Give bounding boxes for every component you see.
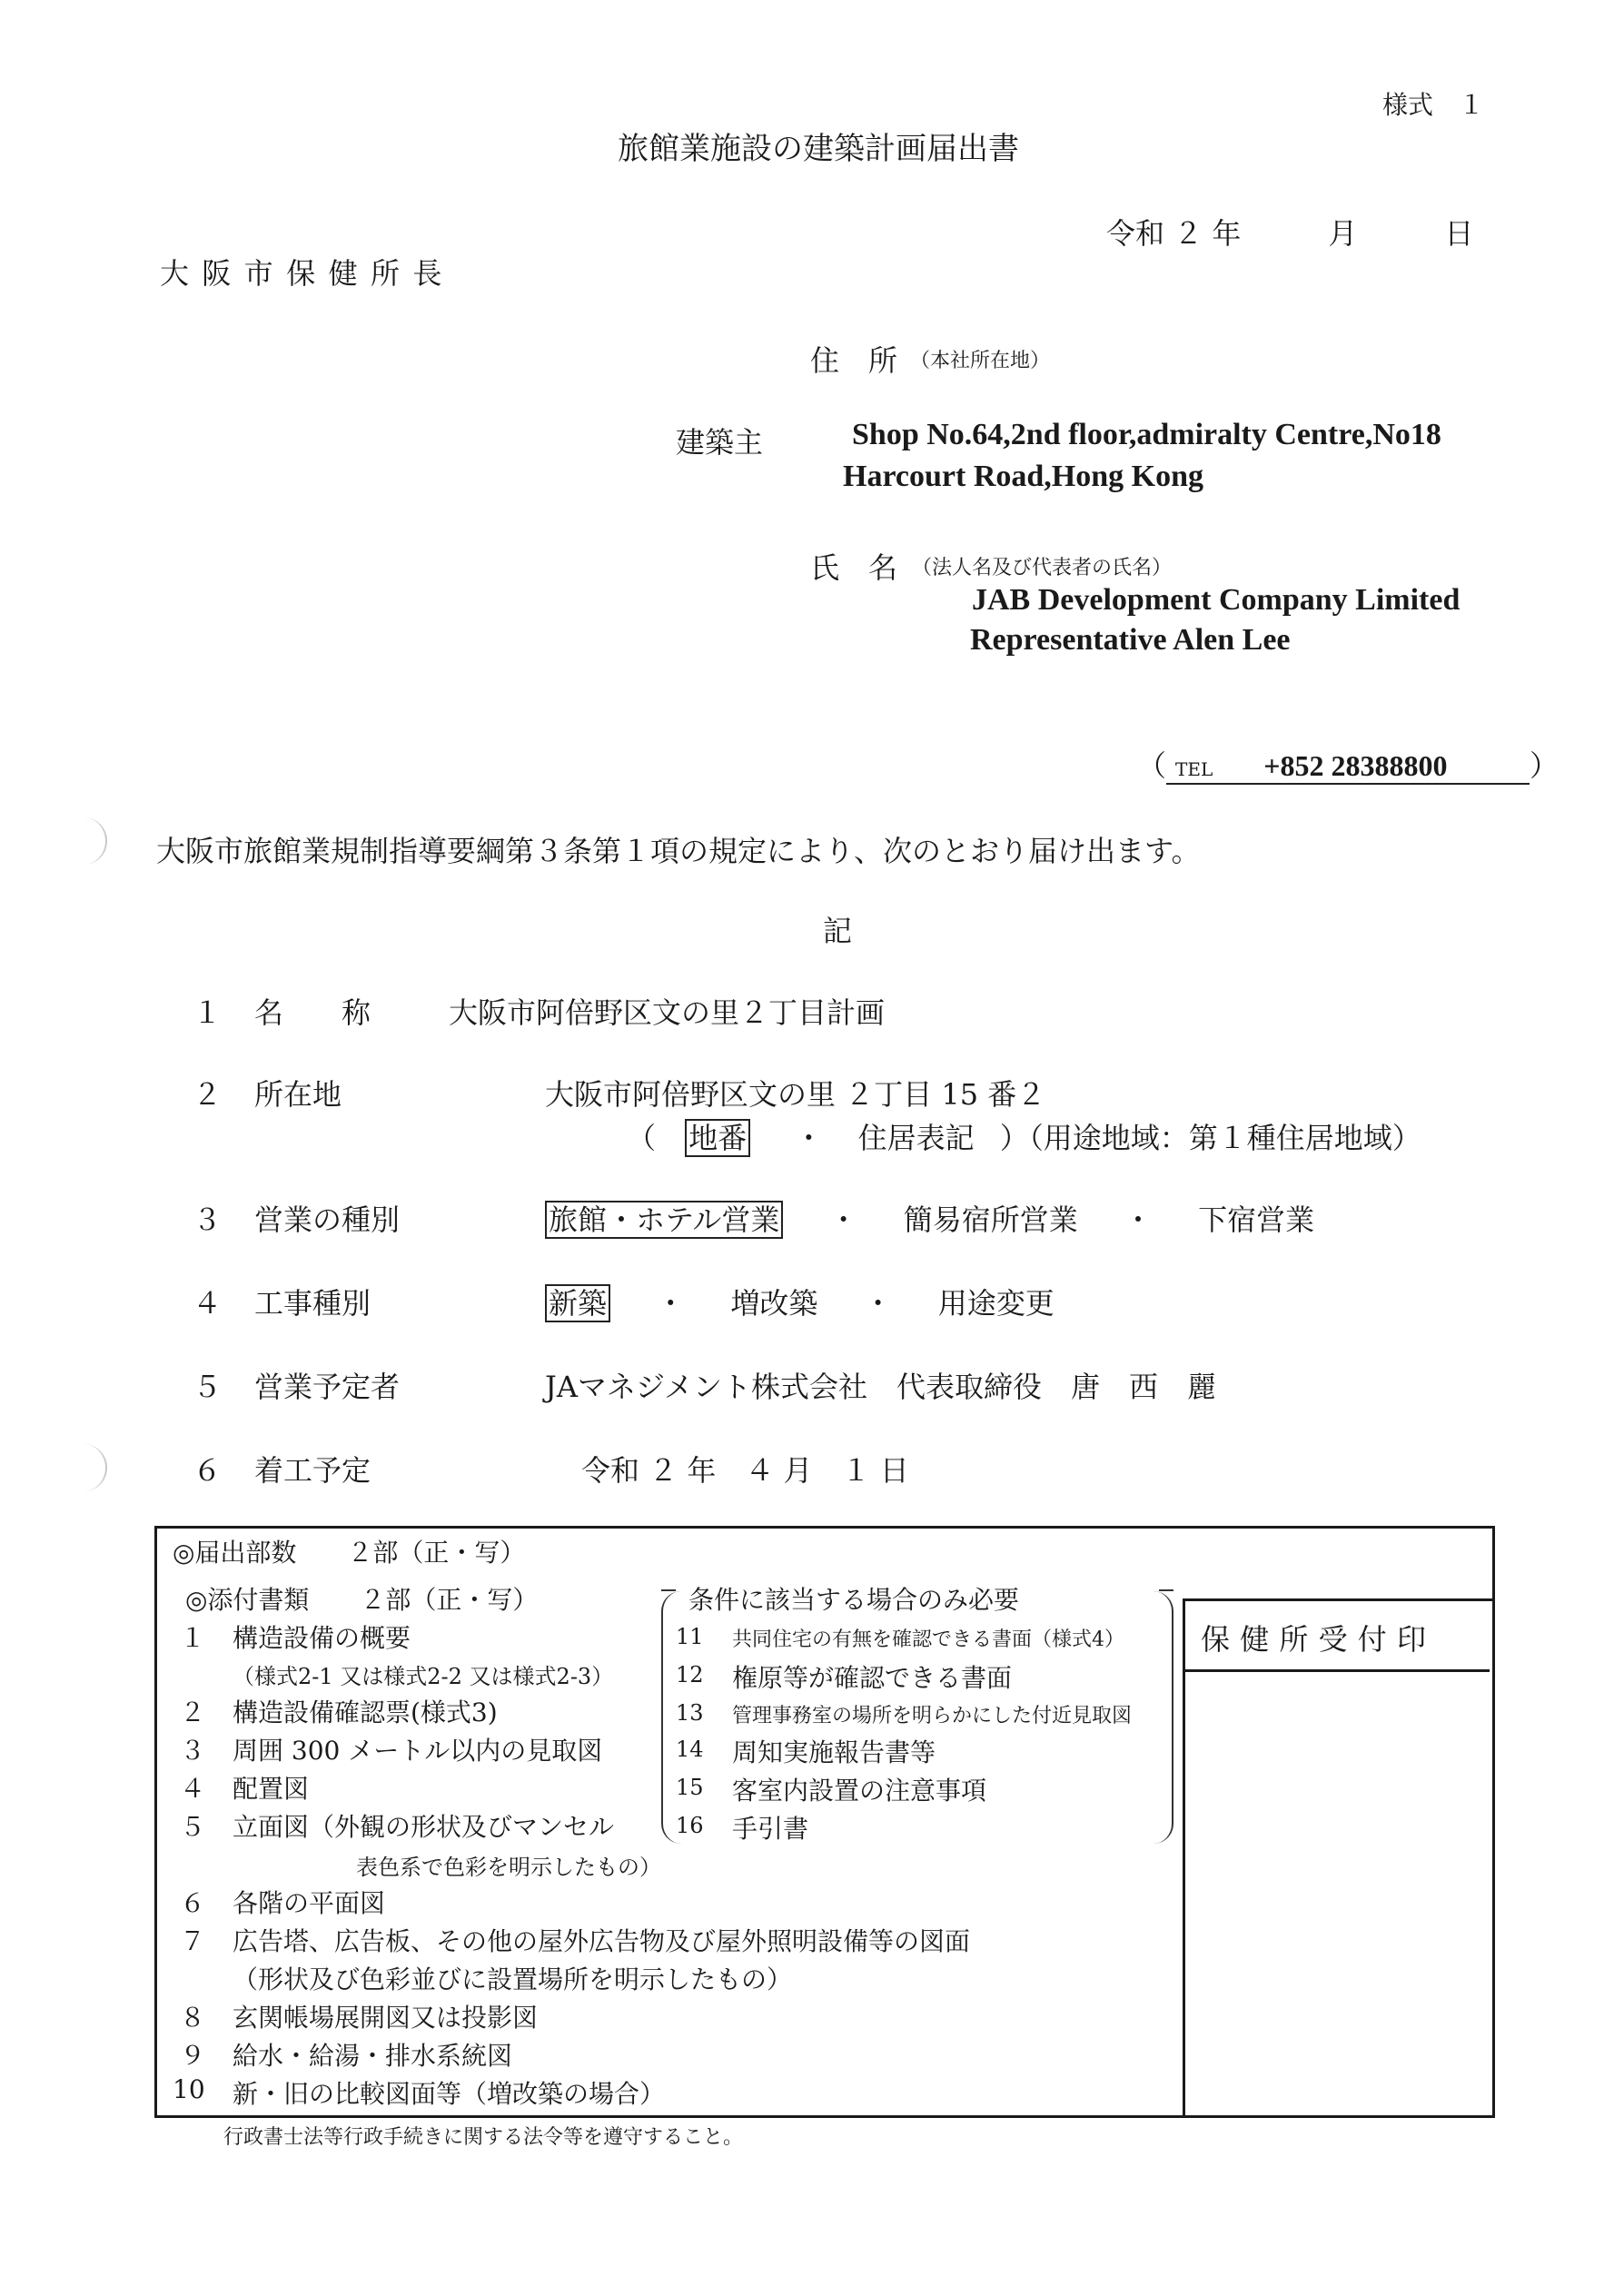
option-separator: ・ <box>656 1286 686 1321</box>
tel-field <box>1166 748 1530 785</box>
name-note: （法人名及び代表者の氏名） <box>912 557 1173 579</box>
attachment-item: 配置図 <box>233 1774 310 1804</box>
planned-operator: JAマネジメント株式会社 代表取締役 唐 西 麗 <box>545 1370 1216 1404</box>
item-number: １ <box>193 995 223 1030</box>
attachment-num: 10 <box>173 2074 205 2104</box>
attachment-item: 玄関帳場展開図又は投影図 <box>233 2003 539 2033</box>
option-new-build-selected: 新築 <box>545 1284 610 1322</box>
construction-type-line <box>545 1281 1055 1322</box>
attachment-num: １ <box>180 1623 206 1653</box>
builder-role-label: 建築主 <box>676 425 764 460</box>
item-label-location: 所在地 <box>254 1077 342 1112</box>
location-type-line <box>627 1115 1421 1157</box>
item-number: ６ <box>193 1453 223 1488</box>
item-label-construction-type: 工事種別 <box>254 1286 371 1321</box>
attachment-num: ７ <box>180 1926 206 1956</box>
copies-count: ◎届出部数 ２部（正・写） <box>173 1538 526 1568</box>
company-name: JAB Development Company Limited <box>972 583 1461 617</box>
item-label-start-date: 着工予定 <box>254 1453 371 1488</box>
attachment-item: 給水・給湯・排水系統図 <box>233 2041 513 2071</box>
conditional-num: 16 <box>676 1813 704 1838</box>
conditional-item: 客室内設置の注意事項 <box>732 1776 987 1806</box>
scan-mark <box>71 1444 107 1491</box>
attachment-item: 広告塔、広告板、その他の屋外広告物及び屋外照明設備等の図面 <box>233 1926 971 1956</box>
conditional-item: 周知実施報告書等 <box>732 1737 936 1767</box>
item-number: ５ <box>193 1370 223 1404</box>
ki-heading: 記 <box>823 914 853 948</box>
zoning-district: ）（用途地域：第１種住居地域） <box>999 1121 1421 1155</box>
scan-mark <box>71 817 107 865</box>
item-label-business-type: 営業の種別 <box>254 1202 401 1237</box>
option-boarding-house: 下宿営業 <box>1198 1202 1315 1237</box>
name-label: 氏 名 <box>810 550 898 585</box>
attachment-num: ５ <box>180 1812 206 1842</box>
tel-line <box>1137 743 1559 785</box>
representative-name: Representative Alen Lee <box>970 623 1291 657</box>
option-extension: 増改築 <box>730 1286 818 1321</box>
conditional-item: 手引書 <box>732 1814 809 1844</box>
address-label: 住 所 <box>810 343 898 378</box>
tel-open-paren: （ <box>1137 748 1167 783</box>
attached-docs-count: ◎添付書類 ２部（正・写） <box>185 1585 539 1615</box>
conditional-header: 条件に該当する場合のみ必要 <box>688 1585 1020 1615</box>
tel-number: +852 28388800 <box>1263 749 1448 782</box>
attachment-item: 周囲 300 メートル以内の見取図 <box>233 1736 603 1766</box>
tel-label: TEL <box>1175 758 1213 780</box>
attachment-num: ４ <box>180 1774 206 1804</box>
stamp-area <box>1183 1598 1492 2115</box>
attachment-item: 新・旧の比較図面等（増改築の場合） <box>233 2079 666 2109</box>
attachment-num: ８ <box>180 2003 206 2033</box>
conditional-num: 12 <box>676 1662 704 1687</box>
conditional-num: 14 <box>676 1737 704 1762</box>
attachment-item: 各階の平面図 <box>233 1888 386 1918</box>
attachment-item: 立面図（外観の形状及びマンセル <box>233 1812 615 1842</box>
option-separator: ・ <box>1123 1202 1153 1237</box>
attachment-item: （形状及び色彩並びに設置場所を明示したもの） <box>233 1964 793 1994</box>
submission-date: 令和 ２ 年 月 日 <box>1106 216 1474 251</box>
addressee: 大阪市保健所長 <box>160 256 455 291</box>
item-number: ３ <box>193 1202 223 1237</box>
builder-address-line2: Harcourt Road,Hong Kong <box>843 460 1204 493</box>
option-separator: ・ <box>828 1202 858 1237</box>
attachment-num: ９ <box>180 2041 206 2071</box>
attachment-item: （様式2-1 又は様式2-2 又は様式2-3） <box>233 1664 614 1689</box>
construction-start-date: 令和 ２ 年 ４ 月 １ 日 <box>581 1453 909 1488</box>
item-number: ４ <box>193 1286 223 1321</box>
business-type-line <box>545 1197 1314 1239</box>
attachment-item: 構造設備確認票(様式3) <box>233 1697 498 1727</box>
option-separator: ・ <box>863 1286 893 1321</box>
builder-address-line1: Shop No.64,2nd floor,admiralty Centre,No18 <box>852 418 1441 451</box>
conditional-num: 15 <box>676 1775 704 1800</box>
attachment-num: ６ <box>180 1888 206 1918</box>
statement: 大阪市旅館業規制指導要綱第３条第１項の規定により、次のとおり届け出ます。 <box>156 834 1201 868</box>
facility-name: 大阪市阿倍野区文の里２丁目計画 <box>449 995 886 1030</box>
item-label-operator: 営業予定者 <box>254 1370 401 1404</box>
conditional-num: 11 <box>676 1624 704 1649</box>
form-number: 様式 １ <box>1382 90 1485 120</box>
address-note: （本社所在地） <box>910 350 1051 372</box>
tel-close-paren: ） <box>1530 748 1560 783</box>
location-paren-open: （ <box>627 1121 657 1155</box>
attachment-num: ２ <box>180 1697 206 1727</box>
attachment-num: ３ <box>180 1736 206 1766</box>
item-label-name: 名 称 <box>254 995 371 1030</box>
item-number: ２ <box>193 1077 223 1112</box>
option-ryokan-hotel-selected: 旅館・ホテル営業 <box>545 1201 783 1239</box>
attachment-item: 構造設備の概要 <box>233 1623 411 1653</box>
conditional-num: 13 <box>676 1700 704 1726</box>
option-lot-number-selected: 地番 <box>685 1119 750 1157</box>
conditional-item: 管理事務室の場所を明らかにした付近見取図 <box>732 1705 1133 1727</box>
attachment-item: 表色系で色彩を明示したもの） <box>356 1855 661 1880</box>
footnote: 行政書士法等行政手続きに関する法令等を遵守すること。 <box>223 2126 744 2149</box>
option-change-of-use: 用途変更 <box>937 1286 1055 1321</box>
conditional-item: 権原等が確認できる書面 <box>732 1663 1013 1693</box>
option-simple-lodging: 簡易宿所営業 <box>903 1202 1078 1237</box>
option-separator: ・ <box>794 1121 824 1155</box>
conditional-item: 共同住宅の有無を確認できる書面（様式4） <box>732 1628 1124 1651</box>
option-residential-address: 住居表記 <box>857 1121 975 1155</box>
facility-location: 大阪市阿倍野区文の里 ２丁目 15 番２ <box>545 1077 1046 1112</box>
page-title: 旅館業施設の建築計画届出書 <box>618 131 1019 167</box>
stamp-label: 保健所受付印 <box>1201 1622 1437 1657</box>
